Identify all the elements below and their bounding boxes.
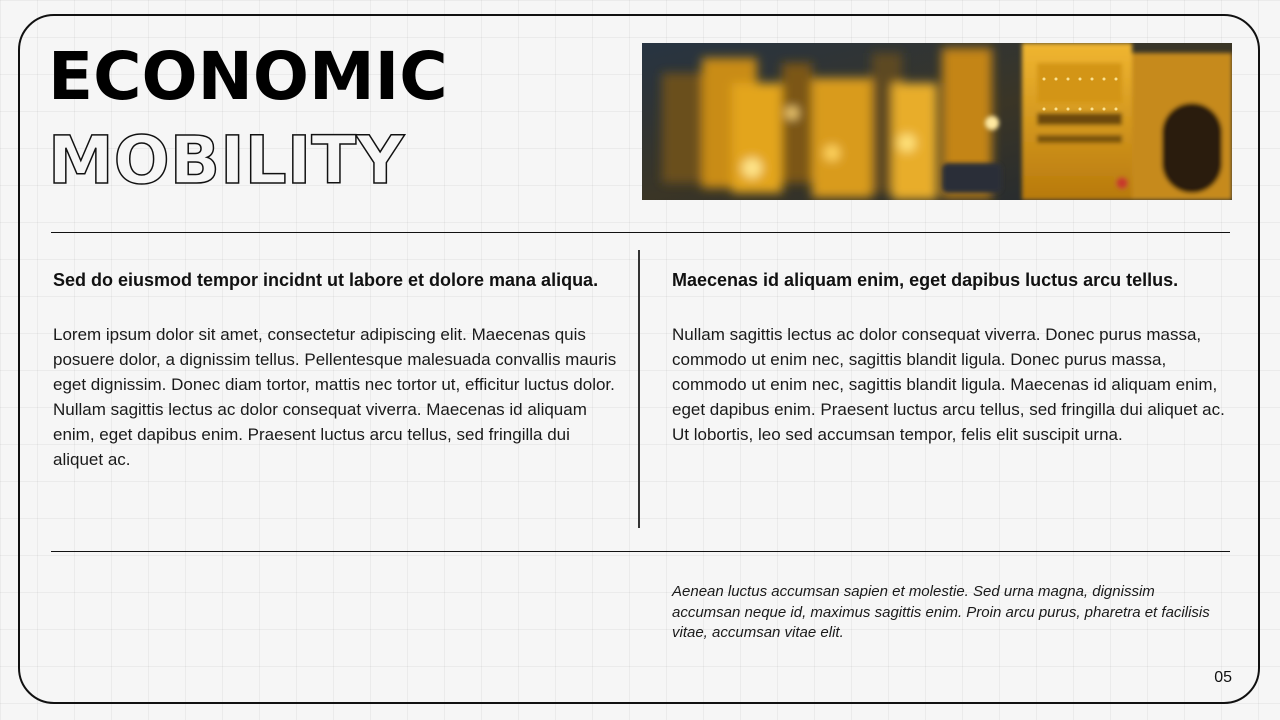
top-divider [51,232,1230,233]
left-column [53,268,623,472]
left-column-body: Lorem ipsum dolor sit amet, consectetur adipiscing elit. Maecenas quis posuere dolor, a dignissim tellus. Pellentesque malesuada convallis mauris eget dignissim. Donec diam tortor, mattis nec tortor ut, efficitur luctus dolor. Nullam sagittis lectus ac dolor consequat viverra. Maecenas id aliquam enim, eget dapibus enim. Praesent luctus arcu tellus, sed fringilla dui aliquet ac. [53,325,617,469]
bottom-divider [51,551,1230,552]
title-line-economic: ECONOMIC [48,38,448,115]
school-bus-photo [642,43,1232,200]
right-column-heading: Maecenas id aliquam enim, eget dapibus luctus arcu tellus. [672,270,1179,290]
left-column-heading: Sed do eiusmod tempor incidnt ut labore et dolore mana aliqua. [53,270,599,290]
column-divider [638,250,640,528]
right-column [672,268,1242,447]
footnote-text: Aenean luctus accumsan sapien et molestie. Sed urna magna, dignissim accumsan neque id, maximus sagittis enim. Proin arcu purus, pharetra et facilisis vitae, accumsan vitae elit. [672,583,1210,641]
page-number: 05 [1214,669,1232,686]
title-line-mobility: MOBILITY [48,122,405,199]
hero-image [642,43,1232,200]
right-column-body: Nullam sagittis lectus ac dolor consequat viverra. Donec purus massa, commodo ut enim nec, sagittis blandit ligula. Donec purus massa, commodo ut enim nec, sagittis blandit ligula. Maecenas id aliquam enim, eget dapibus enim. Praesent luctus arcu tellus, sed fringilla dui aliquet ac. Ut lobortis, leo sed accumsan tempor, felis elit suscipit urna. [672,325,1225,444]
